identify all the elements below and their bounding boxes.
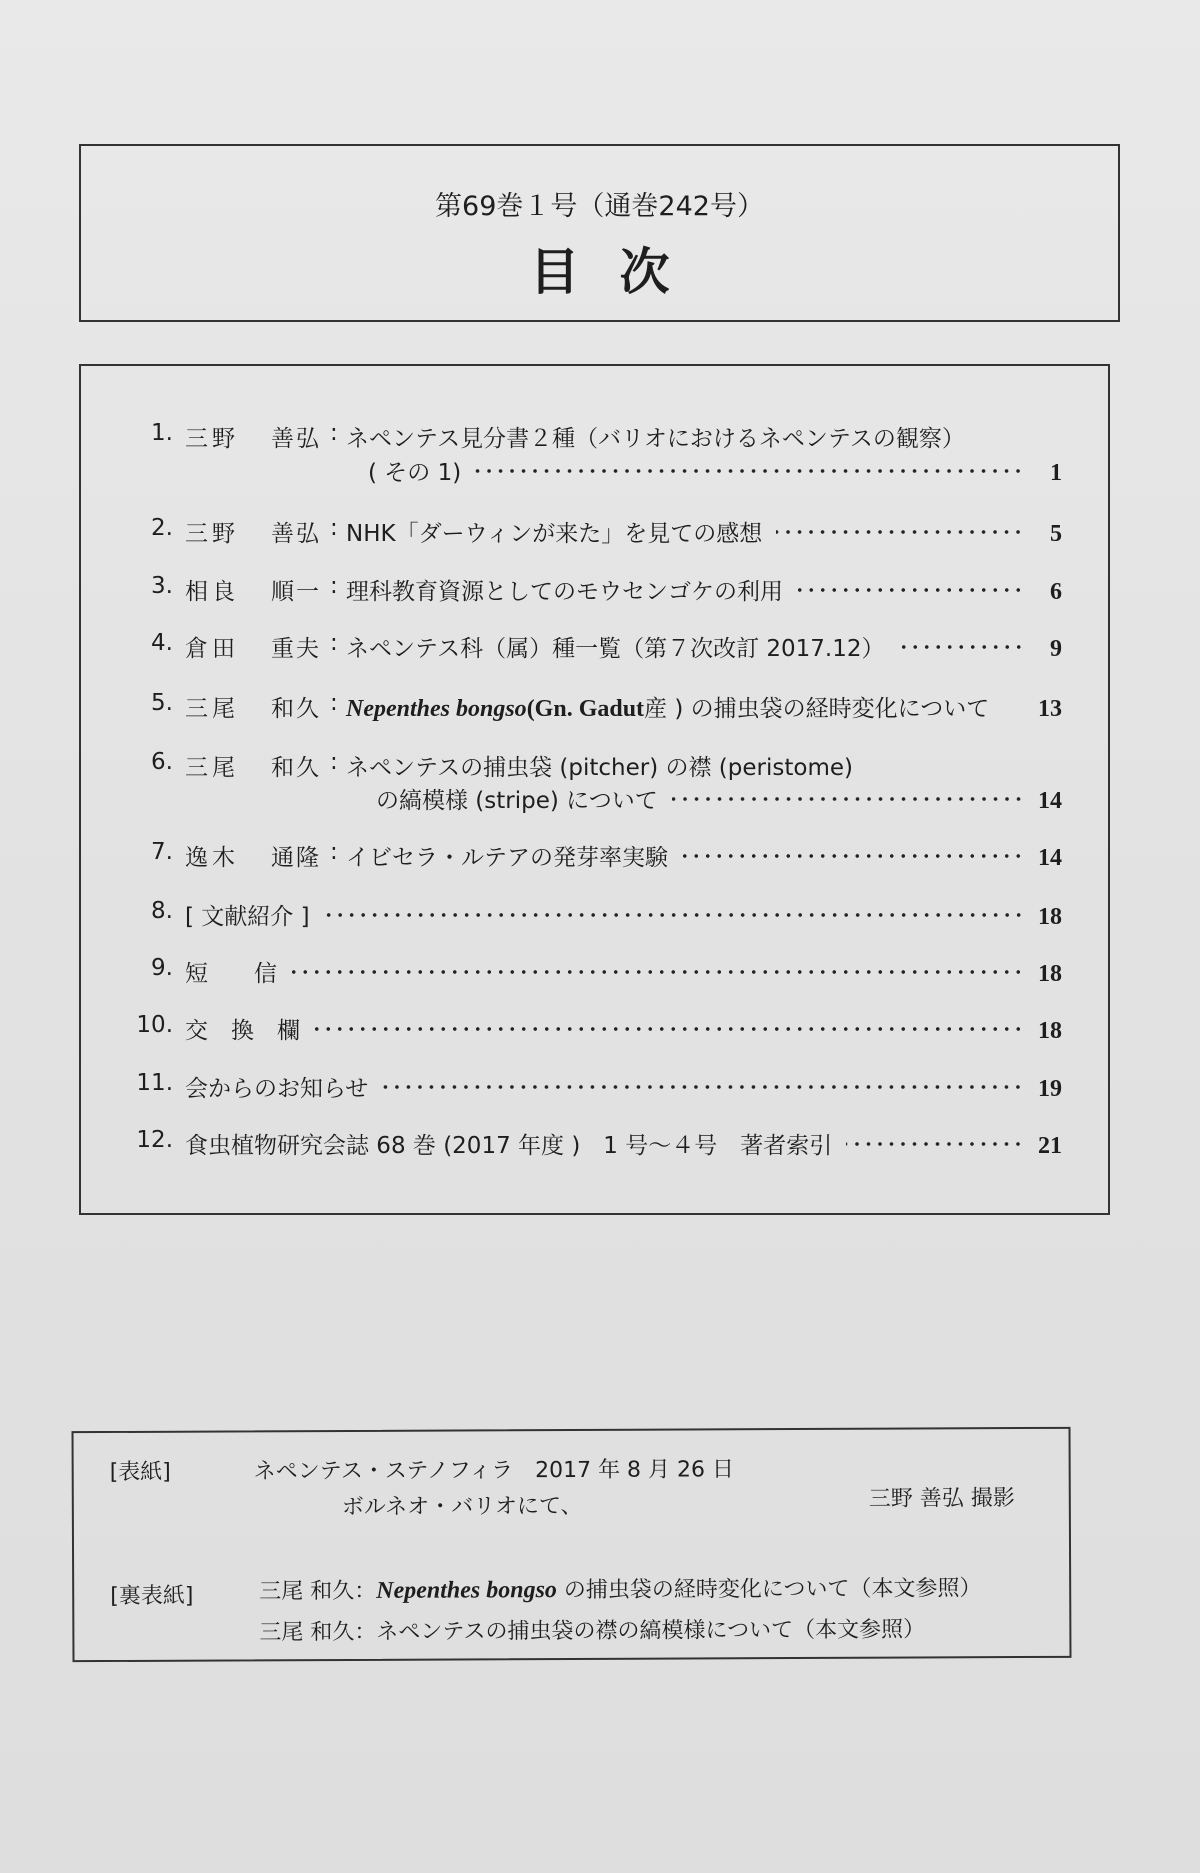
entry-title-cont: ( その 1) bbox=[368, 460, 462, 486]
toc-row bbox=[0, 782, 1062, 814]
entry-title: イビセラ・ルテアの発芽率実験 bbox=[346, 845, 668, 871]
dot-leader bbox=[314, 1026, 1024, 1032]
entry-body bbox=[346, 749, 1062, 782]
author-family-name: 逸木 bbox=[185, 845, 239, 871]
toc-row bbox=[0, 1012, 1062, 1044]
entry-number: 3. bbox=[151, 573, 173, 599]
page-number: 13 bbox=[1038, 696, 1062, 722]
page-number: 19 bbox=[1038, 1076, 1062, 1102]
entry-title: ネペンテス見分書２種（バリオにおけるネペンテスの観察） bbox=[346, 426, 965, 452]
entry-title: 食虫植物研究会誌 68 巻 (2017 年度 ) 1 号～４号 著者索引 bbox=[185, 1133, 833, 1159]
back-cover-desc: の捕虫袋の経時変化について（本文参照） bbox=[556, 1576, 982, 1604]
toc-row bbox=[0, 1070, 1062, 1102]
author-family-name: 倉田 bbox=[185, 636, 239, 662]
issue-volume: 第69巻１号（通巻242号） bbox=[435, 191, 764, 222]
dot-leader bbox=[672, 796, 1024, 802]
entry-title: 交 換 欄 bbox=[185, 1018, 300, 1044]
entry-title: ネペンテス科（属）種一覧（第７次改訂 2017.12） bbox=[346, 636, 885, 662]
entry-title: 理科教育資源としてのモウセンゴケの利用 bbox=[346, 579, 783, 605]
page-number: 21 bbox=[1038, 1133, 1062, 1159]
back-cover-label: [裏表紙] bbox=[110, 1583, 194, 1610]
entry-title: ネペンテスの捕虫袋 (pitcher) の襟 (peristome) bbox=[346, 755, 853, 781]
dot-leader bbox=[899, 644, 1024, 650]
entry-number: 11. bbox=[136, 1070, 173, 1096]
entry-number: 8. bbox=[151, 898, 173, 924]
entry-body bbox=[346, 573, 1062, 606]
entry-number: 2. bbox=[151, 515, 173, 541]
entry-body bbox=[376, 782, 1062, 815]
entry-number: 10. bbox=[136, 1012, 173, 1038]
back-cover-line2: 三尾 和久：ネペンテスの捕虫袋の襟の縞模様について（本文参照） bbox=[259, 1617, 926, 1646]
toc-row bbox=[0, 420, 1062, 452]
author-given-name: 善弘 bbox=[271, 426, 321, 452]
entry-body bbox=[346, 690, 1062, 723]
back-cover-author: 三尾 和久： bbox=[259, 1578, 377, 1605]
page-number: 14 bbox=[1038, 788, 1062, 814]
entry-number: 4. bbox=[151, 630, 173, 656]
colon: : bbox=[330, 573, 338, 599]
page-number: 18 bbox=[1038, 904, 1062, 930]
entry-number: 12. bbox=[136, 1127, 173, 1153]
entry-title: [ 文献紹介 ] bbox=[185, 904, 310, 930]
dot-leader bbox=[382, 1084, 1024, 1090]
author-family-name: 相良 bbox=[185, 579, 239, 605]
entry-body bbox=[346, 839, 1062, 872]
species-name: Nepenthes bongso bbox=[346, 696, 527, 722]
colon: : bbox=[330, 515, 338, 541]
entry-body bbox=[185, 1127, 1062, 1160]
back-cover-line1 bbox=[259, 1571, 981, 1605]
toc-row bbox=[0, 690, 1062, 722]
toc-row bbox=[0, 898, 1062, 930]
page-title: 目次 bbox=[529, 243, 710, 301]
toc-row bbox=[0, 749, 1062, 781]
dot-leader bbox=[797, 587, 1024, 593]
dot-leader bbox=[475, 468, 1024, 474]
author-family-name: 三尾 bbox=[185, 696, 239, 722]
entry-body bbox=[346, 420, 1062, 453]
author-given-name: 善弘 bbox=[271, 521, 321, 547]
toc-row bbox=[0, 630, 1062, 662]
entry-title: 産 ) の捕虫袋の経時変化について bbox=[644, 696, 990, 722]
entry-title-cont: の縞模様 (stripe) について bbox=[376, 788, 658, 814]
toc-row bbox=[0, 839, 1062, 871]
entry-body bbox=[346, 630, 1062, 663]
cover-notes-box bbox=[72, 1427, 1072, 1662]
toc-row bbox=[0, 515, 1062, 547]
dot-leader bbox=[324, 912, 1024, 918]
author-given-name: 通隆 bbox=[271, 845, 321, 871]
entry-number: 1. bbox=[151, 420, 173, 446]
page-number: 18 bbox=[1038, 961, 1062, 987]
dot-leader bbox=[291, 969, 1024, 975]
author-given-name: 重夫 bbox=[271, 636, 321, 662]
colon: : bbox=[330, 839, 338, 865]
page-number: 5 bbox=[1050, 521, 1062, 547]
toc-row bbox=[0, 1127, 1062, 1159]
page-number: 9 bbox=[1050, 636, 1062, 662]
entry-number: 6. bbox=[151, 749, 173, 775]
front-cover-credit: 三野 善弘 撮影 bbox=[868, 1486, 1015, 1512]
author-given-name: 順一 bbox=[271, 579, 321, 605]
colon: : bbox=[330, 420, 338, 446]
front-cover-line1: ネペンテス・ステノフィラ 2017 年 8 月 26 日 bbox=[253, 1457, 735, 1485]
entry-title: 会からのお知らせ bbox=[185, 1076, 369, 1102]
author-family-name: 三尾 bbox=[185, 755, 239, 781]
author-given-name: 和久 bbox=[271, 696, 321, 722]
toc-row bbox=[0, 454, 1062, 486]
entry-body bbox=[185, 955, 1062, 988]
locality: (Gn. Gadut bbox=[526, 696, 645, 722]
page-number: 18 bbox=[1038, 1018, 1062, 1044]
author-family-name: 三野 bbox=[185, 521, 239, 547]
entry-body bbox=[346, 515, 1062, 548]
page-number: 6 bbox=[1050, 579, 1062, 605]
entry-number: 5. bbox=[151, 690, 173, 716]
dot-leader bbox=[682, 853, 1024, 859]
toc-row bbox=[0, 955, 1062, 987]
issue-header-box bbox=[79, 144, 1120, 322]
dot-leader bbox=[846, 1141, 1024, 1147]
colon: : bbox=[330, 630, 338, 656]
entry-number: 7. bbox=[151, 839, 173, 865]
toc-row bbox=[0, 573, 1062, 605]
entry-number: 9. bbox=[151, 955, 173, 981]
author-family-name: 三野 bbox=[185, 426, 239, 452]
dot-leader bbox=[776, 529, 1024, 535]
author-given-name: 和久 bbox=[271, 755, 321, 781]
entry-title: 短 信 bbox=[185, 961, 277, 987]
species-name: Nepenthes bongso bbox=[376, 1577, 557, 1604]
page-number: 1 bbox=[1050, 460, 1062, 486]
entry-body bbox=[185, 1012, 1062, 1045]
colon: : bbox=[330, 690, 338, 716]
front-cover-line2: ボルネオ・バリオにて、 bbox=[341, 1493, 583, 1521]
page-number: 14 bbox=[1038, 845, 1062, 871]
entry-body bbox=[368, 454, 1062, 487]
entry-body bbox=[185, 1070, 1062, 1103]
colon: : bbox=[330, 749, 338, 775]
entry-title: NHK「ダーウィンが来た」を見ての感想 bbox=[346, 521, 763, 547]
entry-body bbox=[185, 898, 1062, 931]
front-cover-label: [表紙] bbox=[109, 1459, 171, 1486]
